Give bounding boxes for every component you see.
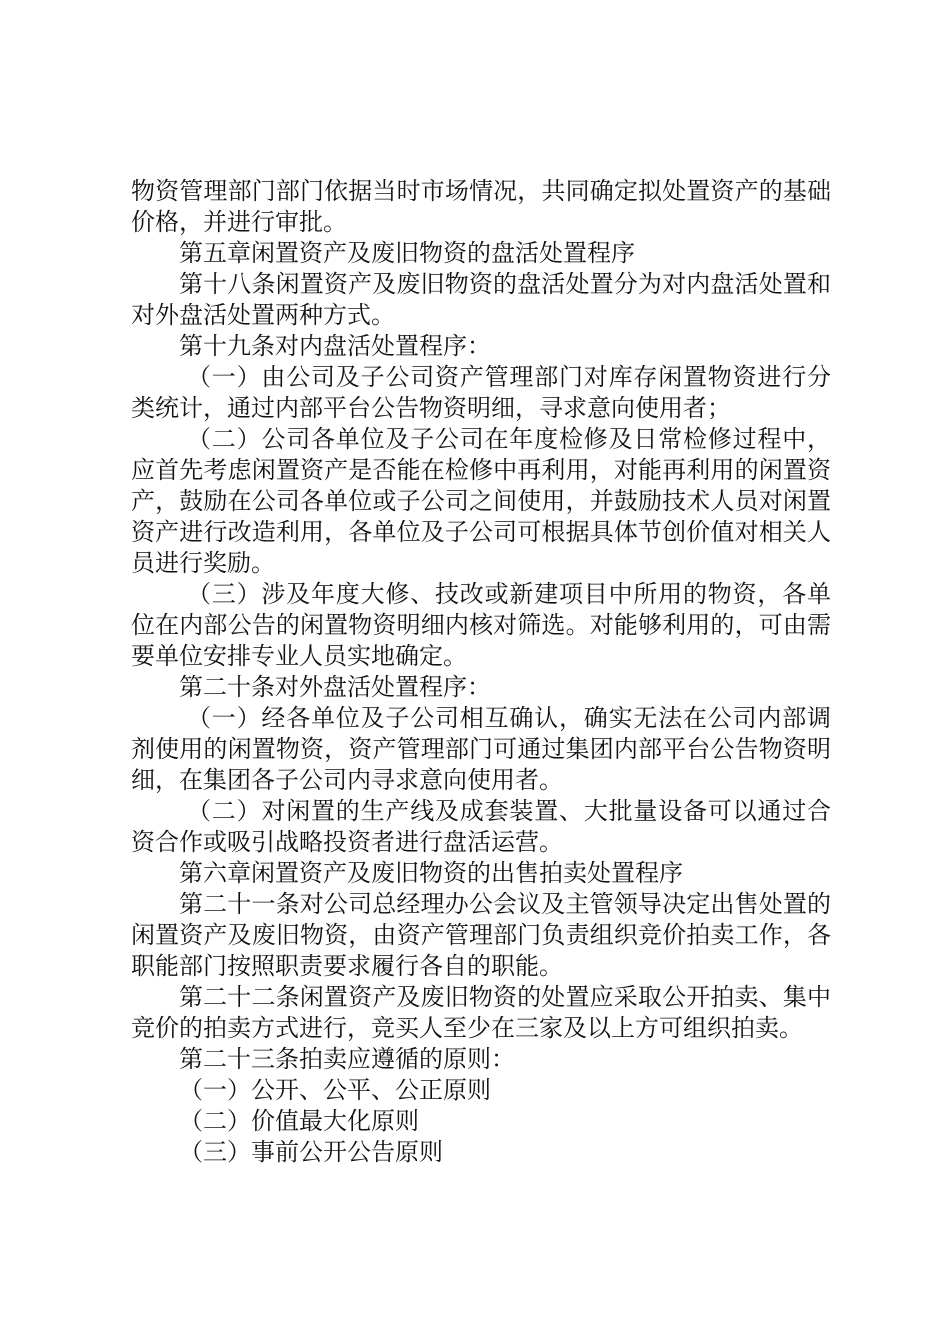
article-19-item-2: （二）公司各单位及子公司在年度检修及日常检修过程中，应首先考虑闲置资产是否能在检修中再利用，对能再利用的闲置资产，鼓励在公司各单位或子公司之间使用，并鼓励技术人员对闲置资产进行改造利用，各单位及子公司可根据具体节创价值对相关人员进行奖励。 — [131, 425, 831, 577]
paragraph-continuation: 物资管理部门部门依据当时市场情况，共同确定拟处置资产的基础价格，并进行审批。 — [131, 177, 831, 236]
article-22: 第二十二条闲置资产及废旧物资的处置应采取公开拍卖、集中竞价的拍卖方式进行，竞买人至少在三家及以上方可组织拍卖。 — [131, 983, 831, 1042]
article-20: 第二十条对外盘活处置程序： — [179, 673, 491, 701]
article-21: 第二十一条对公司总经理办公会议及主管领导决定出售处置的闲置资产及废旧物资，由资产管理部门负责组织竞价拍卖工作，各职能部门按照职责要求履行各自的职能。 — [131, 890, 831, 980]
article-19-item-1: （一）由公司及子公司资产管理部门对库存闲置物资进行分类统计，通过内部平台公告物资明细，寻求意向使用者； — [131, 363, 831, 422]
article-20-item-1: （一）经各单位及子公司相互确认，确实无法在公司内部调剂使用的闲置物资，资产管理部门可通过集团内部平台公告物资明细，在集团各子公司内寻求意向使用者。 — [131, 704, 831, 794]
chapter-5-heading: 第五章闲置资产及废旧物资的盘活处置程序 — [179, 239, 635, 267]
chapter-6-heading: 第六章闲置资产及废旧物资的出售拍卖处置程序 — [179, 859, 683, 887]
article-19: 第十九条对内盘活处置程序： — [179, 332, 491, 360]
article-19-item-3: （三）涉及年度大修、技改或新建项目中所用的物资，各单位在内部公告的闲置物资明细内核对筛选。对能够利用的，可由需要单位安排专业人员实地确定。 — [131, 580, 831, 670]
article-23-item-3: （三）事前公开公告原则 — [179, 1138, 443, 1166]
article-23-item-2: （二）价值最大化原则 — [179, 1107, 419, 1135]
article-20-item-2: （二）对闲置的生产线及成套装置、大批量设备可以通过合资合作或吸引战略投资者进行盘活运营。 — [131, 797, 831, 856]
article-23: 第二十三条拍卖应遵循的原则： — [179, 1045, 515, 1073]
article-23-item-1: （一）公开、公平、公正原则 — [179, 1076, 491, 1104]
article-18: 第十八条闲置资产及废旧物资的盘活处置分为对内盘活处置和对外盘活处置两种方式。 — [131, 270, 831, 329]
document-body — [131, 176, 831, 1168]
